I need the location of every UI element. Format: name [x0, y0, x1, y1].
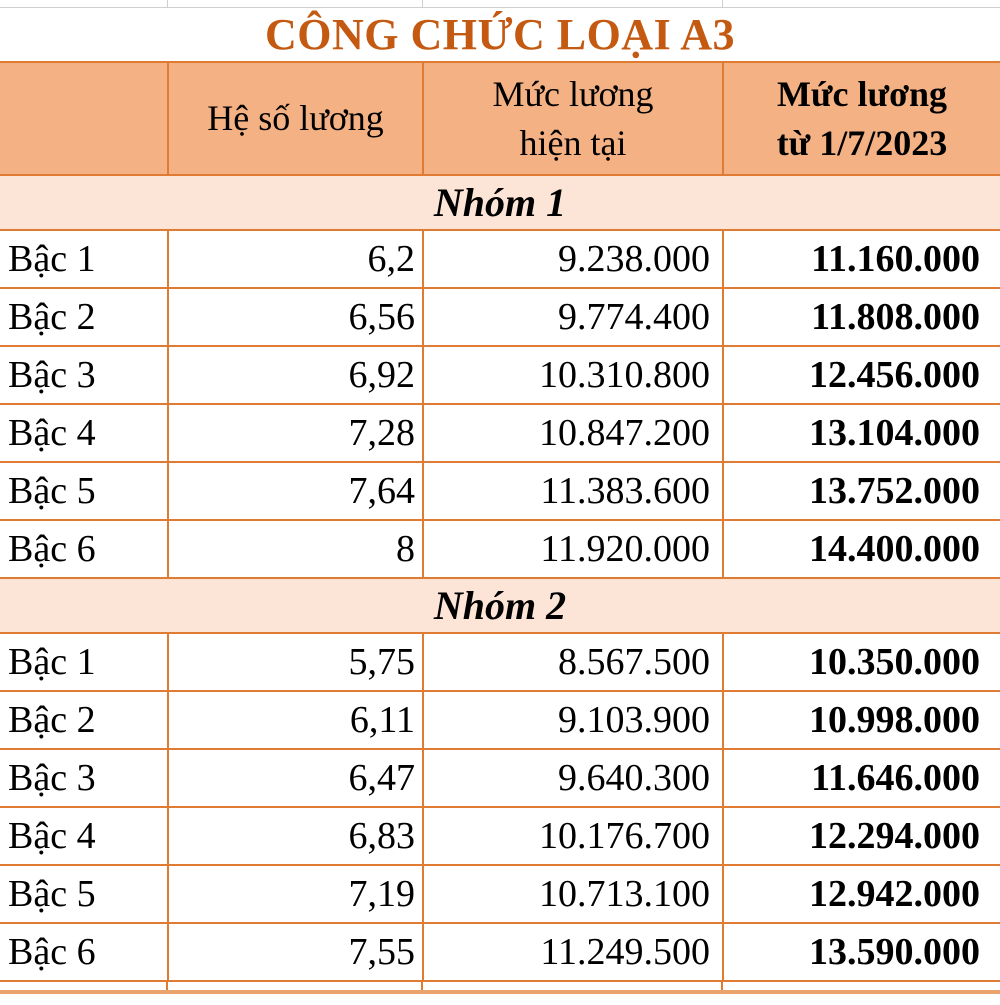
header-line: từ 1/7/2023 — [776, 122, 948, 163]
current-salary-cell: 9.103.900 — [423, 691, 723, 749]
current-salary-cell: 9.238.000 — [423, 230, 723, 288]
table-row — [0, 346, 1000, 404]
bottom-strip-cell — [168, 982, 423, 990]
coefficient-cell: 6,2 — [168, 230, 423, 288]
header-empty-cell — [0, 62, 168, 175]
level-cell: Bậc 6 — [0, 923, 168, 981]
level-cell: Bậc 3 — [0, 346, 168, 404]
current-salary-cell: 11.249.500 — [423, 923, 723, 981]
new-salary-cell: 12.942.000 — [723, 865, 1000, 923]
table-header-row — [0, 62, 1000, 175]
table-row — [0, 923, 1000, 981]
current-salary-cell: 11.383.600 — [423, 462, 723, 520]
table-row — [0, 749, 1000, 807]
title-row — [0, 8, 1000, 61]
new-salary-cell: 13.590.000 — [723, 923, 1000, 981]
header-line: Mức lương — [492, 73, 654, 114]
current-salary-cell: 9.640.300 — [423, 749, 723, 807]
top-partial-row — [0, 0, 1000, 8]
level-cell: Bậc 6 — [0, 520, 168, 578]
level-cell: Bậc 4 — [0, 807, 168, 865]
group-label: Nhóm 1 — [0, 175, 1000, 230]
header-coefficient-cell: Hệ số lương — [168, 62, 423, 175]
coefficient-cell: 5,75 — [168, 633, 423, 691]
current-salary-cell: 8.567.500 — [423, 633, 723, 691]
new-salary-cell: 11.808.000 — [723, 288, 1000, 346]
new-salary-cell: 11.646.000 — [723, 749, 1000, 807]
level-cell: Bậc 3 — [0, 749, 168, 807]
bottom-strip-cell — [0, 982, 168, 990]
table-row — [0, 865, 1000, 923]
new-salary-cell: 12.456.000 — [723, 346, 1000, 404]
salary-table-body — [0, 175, 1000, 981]
current-salary-cell: 11.920.000 — [423, 520, 723, 578]
level-cell: Bậc 2 — [0, 288, 168, 346]
table-row — [0, 633, 1000, 691]
current-salary-cell: 10.713.100 — [423, 865, 723, 923]
level-cell: Bậc 5 — [0, 462, 168, 520]
table-row — [0, 462, 1000, 520]
table-row — [0, 230, 1000, 288]
level-cell: Bậc 5 — [0, 865, 168, 923]
coefficient-cell: 8 — [168, 520, 423, 578]
new-salary-cell: 12.294.000 — [723, 807, 1000, 865]
bottom-partial-row — [0, 982, 1000, 990]
new-salary-cell: 14.400.000 — [723, 520, 1000, 578]
header-line: hiện tại — [519, 122, 627, 163]
level-cell: Bậc 2 — [0, 691, 168, 749]
top-strip-cell — [0, 0, 168, 7]
new-salary-cell: 13.104.000 — [723, 404, 1000, 462]
level-cell: Bậc 4 — [0, 404, 168, 462]
coefficient-cell: 6,11 — [168, 691, 423, 749]
new-salary-cell: 13.752.000 — [723, 462, 1000, 520]
table-row — [0, 520, 1000, 578]
salary-table — [0, 61, 1000, 982]
group-header-row — [0, 578, 1000, 633]
level-cell: Bậc 1 — [0, 633, 168, 691]
page-title: CÔNG CHỨC LOẠI A3 — [264, 10, 736, 59]
coefficient-cell: 7,28 — [168, 404, 423, 462]
table-row — [0, 691, 1000, 749]
bottom-strip-cell — [723, 982, 1000, 990]
group-header-row — [0, 175, 1000, 230]
coefficient-cell: 7,64 — [168, 462, 423, 520]
bottom-edge-line — [0, 990, 1000, 994]
table-row — [0, 807, 1000, 865]
level-cell: Bậc 1 — [0, 230, 168, 288]
coefficient-cell: 6,47 — [168, 749, 423, 807]
current-salary-cell: 10.847.200 — [423, 404, 723, 462]
table-row — [0, 404, 1000, 462]
top-strip-cell — [168, 0, 423, 7]
current-salary-cell: 10.176.700 — [423, 807, 723, 865]
table-row — [0, 288, 1000, 346]
current-salary-cell: 9.774.400 — [423, 288, 723, 346]
current-salary-cell: 10.310.800 — [423, 346, 723, 404]
header-current-salary-cell — [423, 62, 723, 175]
header-new-salary-cell — [723, 62, 1000, 175]
coefficient-cell: 6,92 — [168, 346, 423, 404]
new-salary-cell: 10.998.000 — [723, 691, 1000, 749]
coefficient-cell: 6,83 — [168, 807, 423, 865]
group-label: Nhóm 2 — [0, 578, 1000, 633]
top-strip-cell — [723, 0, 1000, 7]
coefficient-cell: 6,56 — [168, 288, 423, 346]
coefficient-cell: 7,19 — [168, 865, 423, 923]
new-salary-cell: 10.350.000 — [723, 633, 1000, 691]
header-line: Mức lương — [776, 73, 948, 114]
new-salary-cell: 11.160.000 — [723, 230, 1000, 288]
bottom-strip-cell — [423, 982, 723, 990]
coefficient-cell: 7,55 — [168, 923, 423, 981]
top-strip-cell — [423, 0, 723, 7]
